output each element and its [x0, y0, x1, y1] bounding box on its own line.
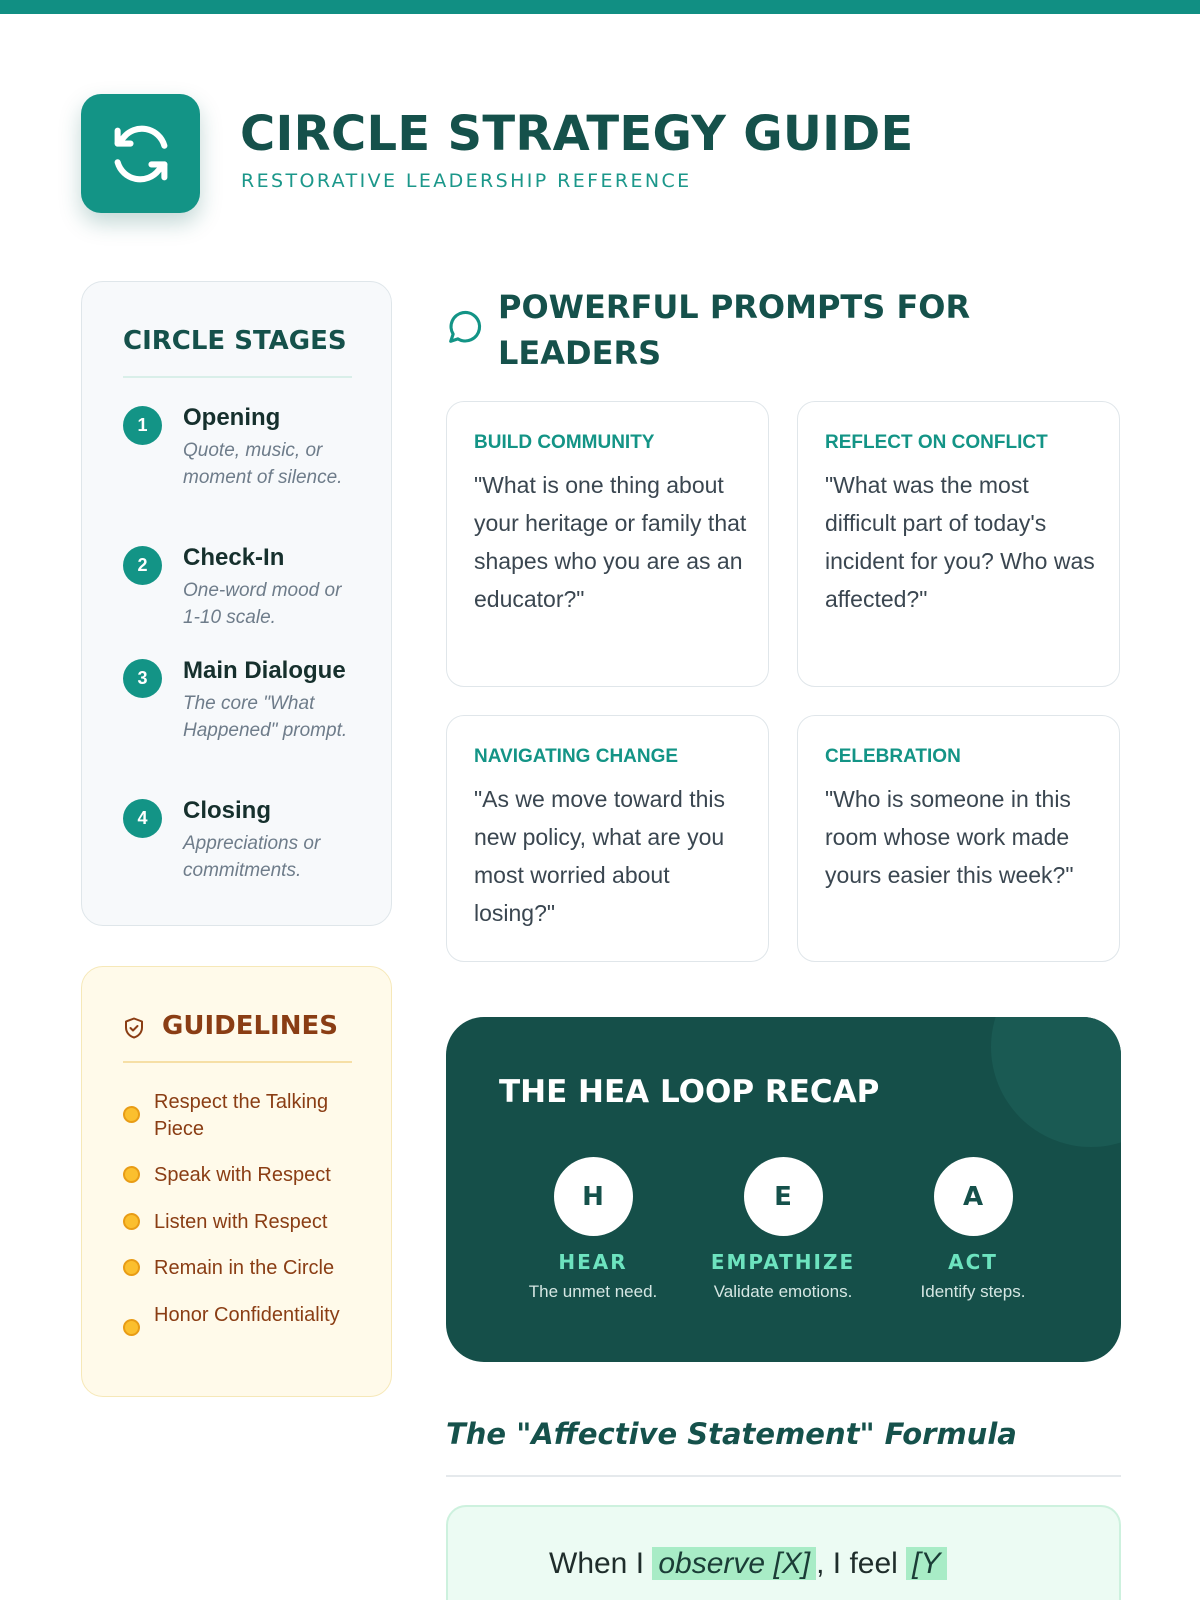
formula-highlight: [Y [906, 1547, 946, 1580]
prompt-label: NAVIGATING CHANGE [474, 746, 679, 767]
hea-loop-card [446, 1017, 1121, 1362]
formula-statement [549, 1547, 947, 1581]
stage-number: 2 [123, 546, 162, 585]
stage-description: One-word mood or 1-10 scale. [183, 580, 342, 628]
hea-letter-circle: H [554, 1157, 633, 1236]
prompt-text: "What was the most difficult part of today's incident for you? Who was affected?" [825, 472, 1095, 612]
hea-step-name: ACT [948, 1250, 998, 1274]
stage-name: Opening [183, 404, 281, 431]
divider [123, 1061, 352, 1063]
formula-heading: The "Affective Statement" Formula [446, 1417, 1017, 1451]
stage-name: Check-In [183, 544, 285, 571]
circle-stages-card [81, 281, 392, 926]
bullet-dot [123, 1213, 140, 1230]
guidelines-card [81, 966, 392, 1397]
formula-text: When I [549, 1547, 653, 1580]
guideline-text: Honor Confidentiality [154, 1304, 340, 1326]
decorative-circle [991, 1017, 1121, 1147]
formula-highlight: observe [X] [652, 1547, 816, 1580]
bullet-dot [123, 1166, 140, 1183]
prompt-card-celebration [797, 715, 1120, 962]
divider [446, 1475, 1121, 1477]
prompt-card-navigating-change [446, 715, 769, 962]
prompt-text: "As we move toward this new policy, what are you most worried about losing?" [474, 786, 726, 926]
page-title: CIRCLE STRATEGY GUIDE [240, 106, 914, 162]
hea-step-description: Identify steps. [920, 1282, 1026, 1301]
stage-number: 1 [123, 406, 162, 445]
hea-step-act [878, 1157, 1068, 1302]
stage-number: 4 [123, 799, 162, 838]
bullet-dot [123, 1319, 140, 1336]
prompt-label: REFLECT ON CONFLICT [825, 432, 1048, 453]
guidelines-title: GUIDELINES [162, 1011, 338, 1041]
hea-step-name: EMPATHIZE [710, 1250, 856, 1274]
logo-badge [81, 94, 200, 213]
hea-step-hear [498, 1157, 688, 1302]
hea-loop-title: THE HEA LOOP RECAP [499, 1074, 880, 1110]
prompt-card-reflect-on-conflict [797, 401, 1120, 687]
page-subtitle: RESTORATIVE LEADERSHIP REFERENCE [241, 170, 692, 192]
prompts-heading: POWERFUL PROMPTS FOR LEADERS [498, 288, 971, 372]
guideline-text: Speak with Respect [154, 1164, 331, 1186]
hea-letter-circle: E [744, 1157, 823, 1236]
prompt-card-build-community [446, 401, 769, 687]
stage-name: Main Dialogue [183, 657, 346, 684]
prompt-label: BUILD COMMUNITY [474, 432, 655, 453]
guideline-text: Respect the Talking Piece [154, 1091, 329, 1140]
bullet-dot [123, 1259, 140, 1276]
hea-step-empathize [688, 1157, 878, 1302]
top-accent-bar [0, 0, 1200, 14]
formula-text: , I feel [816, 1547, 907, 1580]
guideline-text: Remain in the Circle [154, 1257, 335, 1279]
hea-step-name: HEAR [558, 1250, 628, 1274]
prompt-text: "Who is someone in this room whose work made yours easier this week?" [825, 786, 1074, 888]
formula-card [446, 1505, 1121, 1600]
stage-description: Appreciations or commitments. [183, 833, 321, 881]
guideline-text: Listen with Respect [154, 1211, 328, 1233]
stage-description: The core "What Happened" prompt. [183, 693, 348, 741]
stage-number: 3 [123, 659, 162, 698]
stage-description: Quote, music, or moment of silence. [183, 440, 343, 488]
bullet-dot [123, 1106, 140, 1123]
prompt-label: CELEBRATION [825, 746, 961, 767]
prompt-text: "What is one thing about your heritage or family that shapes who you are as an educator?" [474, 472, 747, 612]
chat-bubble-icon [446, 308, 484, 346]
stage-name: Closing [183, 797, 271, 824]
shield-icon [122, 1016, 146, 1040]
hea-step-description: Validate emotions. [713, 1282, 853, 1301]
circle-stages-title: CIRCLE STAGES [123, 326, 347, 356]
hea-step-description: The unmet need. [528, 1282, 658, 1301]
divider [123, 376, 352, 378]
hea-letter-circle: A [934, 1157, 1013, 1236]
refresh-icon [108, 121, 174, 187]
